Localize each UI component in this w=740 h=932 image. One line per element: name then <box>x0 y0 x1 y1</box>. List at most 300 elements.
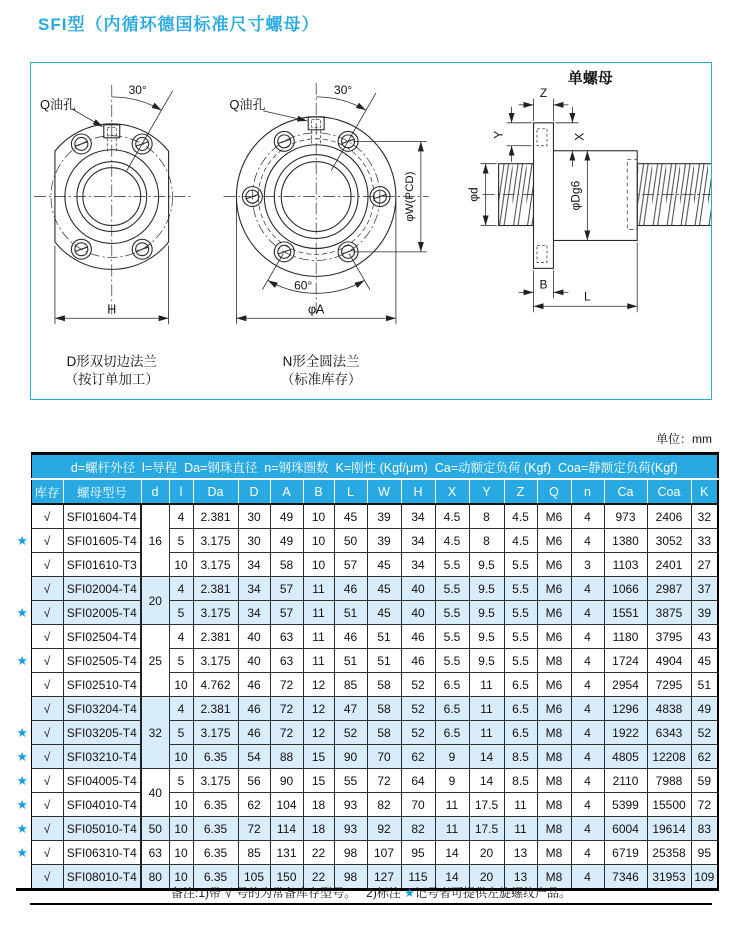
cell-d: 80 <box>141 865 169 890</box>
cell-L: 98 <box>334 841 367 865</box>
cell-W: 107 <box>367 841 401 865</box>
cell-Ca: 7346 <box>604 865 647 890</box>
oil-hole-leader-left <box>72 109 103 127</box>
cell-L: 85 <box>334 673 367 697</box>
cell-n: 4 <box>571 504 604 529</box>
cell-B: 15 <box>303 769 334 793</box>
cell-B: 10 <box>303 553 334 577</box>
star-marker: ★ <box>16 721 31 745</box>
cell-W: 51 <box>367 625 401 649</box>
cell-Ca: 1296 <box>604 697 647 721</box>
table-row <box>16 625 718 649</box>
cell-Ca: 973 <box>604 504 647 529</box>
table-row <box>16 504 718 529</box>
cell-Q: M6 <box>537 577 571 601</box>
cell-Ca: 4805 <box>604 745 647 769</box>
cell-A: 90 <box>270 769 303 793</box>
col-header-Coa: Coa <box>647 479 691 504</box>
page-title: SFI型（内循环德国标准尺寸螺母） <box>38 15 320 34</box>
cell-L: 45 <box>334 504 367 529</box>
dim-Z <box>519 99 569 121</box>
star-marker: ★ <box>16 601 31 625</box>
cell-model: SFI03205-T4 <box>63 721 141 745</box>
cell-n: 4 <box>571 601 604 625</box>
cell-Z: 11 <box>504 817 537 841</box>
cell-X: 9 <box>435 769 469 793</box>
cell-Ca: 1066 <box>604 577 647 601</box>
cell-n: 4 <box>571 841 604 865</box>
cell-stock: √ <box>31 577 63 601</box>
cell-L: 47 <box>334 697 367 721</box>
cell-Ca: 1724 <box>604 649 647 673</box>
table-row <box>16 577 718 601</box>
footnote <box>30 884 712 901</box>
cell-L: 52 <box>334 721 367 745</box>
cell-n: 4 <box>571 625 604 649</box>
screw-shaft-left <box>499 164 534 226</box>
col-header-A: A <box>270 479 303 504</box>
cell-W: 45 <box>367 553 401 577</box>
cell-stock: √ <box>31 745 63 769</box>
cell-D: 40 <box>238 625 270 649</box>
cell-model: SFI01610-T3 <box>63 553 141 577</box>
cell-Y: 17.5 <box>469 817 504 841</box>
cell-Da: 6.35 <box>193 865 238 890</box>
cell-Ca: 1103 <box>604 553 647 577</box>
cell-Y: 14 <box>469 745 504 769</box>
cell-A: 49 <box>270 529 303 553</box>
cell-B: 18 <box>303 793 334 817</box>
cell-K: 95 <box>691 841 718 865</box>
cell-X: 14 <box>435 865 469 890</box>
cell-model: SFI01604-T4 <box>63 504 141 529</box>
cell-D: 30 <box>238 529 270 553</box>
cell-K: 51 <box>691 673 718 697</box>
cell-Coa: 19614 <box>647 817 691 841</box>
cell-Coa: 3875 <box>647 601 691 625</box>
cell-Q: M6 <box>537 673 571 697</box>
cell-D: 34 <box>238 577 270 601</box>
table-row <box>16 793 718 817</box>
cell-Z: 5.5 <box>504 601 537 625</box>
cell-Y: 11 <box>469 721 504 745</box>
cell-stock: √ <box>31 529 63 553</box>
cell-W: 127 <box>367 865 401 890</box>
cell-Y: 9.5 <box>469 553 504 577</box>
cell-l: 10 <box>169 745 193 769</box>
dim-y-label: Y <box>491 130 506 139</box>
cell-Coa: 4904 <box>647 649 691 673</box>
cell-K: 45 <box>691 649 718 673</box>
col-header-model: 螺母型号 <box>63 479 141 504</box>
cell-Ca: 2110 <box>604 769 647 793</box>
cell-H: 52 <box>401 697 435 721</box>
cell-W: 58 <box>367 673 401 697</box>
cell-A: 63 <box>270 649 303 673</box>
dim-h-label: H <box>107 302 117 317</box>
cell-Ca: 6004 <box>604 817 647 841</box>
cell-B: 15 <box>303 745 334 769</box>
oil-hole-label-mid: Q油孔 <box>229 96 266 112</box>
dim-Y <box>507 107 532 162</box>
cell-Z: 8.5 <box>504 745 537 769</box>
table-row <box>16 553 718 577</box>
cell-L: 46 <box>334 625 367 649</box>
cell-K: 59 <box>691 769 718 793</box>
cell-model: SFI02505-T4 <box>63 649 141 673</box>
cell-X: 6.5 <box>435 673 469 697</box>
cell-X: 6.5 <box>435 721 469 745</box>
nut-flange <box>534 123 554 269</box>
cell-Da: 6.35 <box>193 817 238 841</box>
cell-Da: 3.175 <box>193 721 238 745</box>
cell-Da: 3.175 <box>193 529 238 553</box>
cell-D: 34 <box>238 553 270 577</box>
cell-l: 10 <box>169 817 193 841</box>
column-header-row <box>16 479 718 504</box>
footnote-suffix: 记号者可提供左旋螺纹产品。 <box>414 886 571 900</box>
cell-D: 72 <box>238 817 270 841</box>
cell-Coa: 2406 <box>647 504 691 529</box>
cell-stock: √ <box>31 841 63 865</box>
oil-hole-leader-mid <box>263 111 307 121</box>
cell-B: 10 <box>303 529 334 553</box>
cell-D: 62 <box>238 793 270 817</box>
cell-Coa: 7988 <box>647 769 691 793</box>
cell-D: 105 <box>238 865 270 890</box>
cell-W: 82 <box>367 793 401 817</box>
bottom-rule <box>30 903 712 905</box>
cell-X: 4.5 <box>435 504 469 529</box>
cell-W: 39 <box>367 504 401 529</box>
cell-W: 92 <box>367 817 401 841</box>
cell-Da: 6.35 <box>193 745 238 769</box>
cell-stock: √ <box>31 649 63 673</box>
col-header-H: H <box>401 479 435 504</box>
cell-d: 16 <box>141 504 169 577</box>
cell-W: 70 <box>367 745 401 769</box>
cell-n: 4 <box>571 865 604 890</box>
cell-X: 5.5 <box>435 625 469 649</box>
cell-B: 18 <box>303 817 334 841</box>
cell-l: 4 <box>169 577 193 601</box>
col-header-d: d <box>141 479 169 504</box>
cell-Y: 11 <box>469 697 504 721</box>
cell-X: 5.5 <box>435 601 469 625</box>
cell-d: 63 <box>141 841 169 865</box>
cell-A: 150 <box>270 865 303 890</box>
cell-Z: 4.5 <box>504 529 537 553</box>
cell-H: 34 <box>401 529 435 553</box>
cell-A: 63 <box>270 625 303 649</box>
oil-hole-label-left: Q油孔 <box>39 96 76 112</box>
cell-Y: 9.5 <box>469 601 504 625</box>
cell-model: SFI03210-T4 <box>63 745 141 769</box>
cell-K: 109 <box>691 865 718 890</box>
cell-d: 40 <box>141 769 169 817</box>
cell-Coa: 15500 <box>647 793 691 817</box>
cell-Coa: 3052 <box>647 529 691 553</box>
cell-X: 5.5 <box>435 553 469 577</box>
star-gutter <box>16 577 31 601</box>
cell-Q: M8 <box>537 745 571 769</box>
cell-H: 34 <box>401 504 435 529</box>
table-row <box>16 529 718 553</box>
cell-K: 49 <box>691 697 718 721</box>
star-marker: ★ <box>16 769 31 793</box>
cell-Da: 2.381 <box>193 504 238 529</box>
col-header-X: X <box>435 479 469 504</box>
star-marker: ★ <box>16 529 31 553</box>
flange-drawing-n <box>223 83 428 324</box>
cell-W: 45 <box>367 577 401 601</box>
cell-K: 62 <box>691 745 718 769</box>
cell-d: 20 <box>141 577 169 625</box>
cell-Coa: 31953 <box>647 865 691 890</box>
cell-H: 46 <box>401 625 435 649</box>
cell-n: 4 <box>571 697 604 721</box>
cell-B: 11 <box>303 625 334 649</box>
cell-Z: 4.5 <box>504 504 537 529</box>
cell-Z: 8.5 <box>504 769 537 793</box>
cell-l: 10 <box>169 793 193 817</box>
cell-Q: M6 <box>537 553 571 577</box>
cell-L: 90 <box>334 745 367 769</box>
table-legend: d=螺杆外径 l=导程 Da=钢珠直径 n=钢珠圈数 K=刚性 (Kgf/μm) Ca=动额定负荷 (Kgf) Coa=静额定负荷(Kgf) <box>31 454 718 480</box>
cell-Coa: 2987 <box>647 577 691 601</box>
cell-Da: 6.35 <box>193 841 238 865</box>
cell-Y: 14 <box>469 769 504 793</box>
star-gutter <box>16 479 31 504</box>
cell-l: 5 <box>169 601 193 625</box>
unit-label: 单位：mm <box>656 432 712 446</box>
cell-stock: √ <box>31 553 63 577</box>
cell-Q: M8 <box>537 793 571 817</box>
table-body <box>16 504 718 890</box>
flange-drawing-d <box>34 82 192 324</box>
caption-n-flange-1: N形全圆法兰 <box>282 354 360 370</box>
cell-Z: 6.5 <box>504 697 537 721</box>
star-gutter <box>16 454 31 480</box>
angle-30-label-left: 30° <box>128 82 147 97</box>
cell-H: 46 <box>401 649 435 673</box>
cell-L: 51 <box>334 649 367 673</box>
cell-Q: M8 <box>537 649 571 673</box>
col-header-D: D <box>238 479 270 504</box>
cell-Coa: 25358 <box>647 841 691 865</box>
cell-W: 51 <box>367 649 401 673</box>
table-row <box>16 817 718 841</box>
cell-K: 72 <box>691 793 718 817</box>
cell-Q: M6 <box>537 697 571 721</box>
cell-n: 4 <box>571 745 604 769</box>
table-row <box>16 649 718 673</box>
cell-L: 93 <box>334 817 367 841</box>
cell-model: SFI01605-T4 <box>63 529 141 553</box>
cell-H: 62 <box>401 745 435 769</box>
cell-l: 4 <box>169 697 193 721</box>
cell-L: 93 <box>334 793 367 817</box>
cell-model: SFI02510-T4 <box>63 673 141 697</box>
cell-model: SFI03204-T4 <box>63 697 141 721</box>
star-gutter <box>16 697 31 721</box>
cell-K: 37 <box>691 577 718 601</box>
cell-A: 131 <box>270 841 303 865</box>
cell-Da: 3.175 <box>193 649 238 673</box>
cell-K: 83 <box>691 817 718 841</box>
cell-Da: 2.381 <box>193 697 238 721</box>
dim-phid-label: φd <box>466 187 481 202</box>
cell-Z: 6.5 <box>504 673 537 697</box>
cell-Da: 6.35 <box>193 793 238 817</box>
spec-table-wrap <box>16 452 719 891</box>
cell-K: 33 <box>691 529 718 553</box>
cell-H: 115 <box>401 865 435 890</box>
cell-B: 22 <box>303 865 334 890</box>
cell-model: SFI06310-T4 <box>63 841 141 865</box>
cell-W: 39 <box>367 529 401 553</box>
star-marker: ★ <box>16 745 31 769</box>
cell-n: 4 <box>571 721 604 745</box>
col-header-K: K <box>691 479 718 504</box>
cell-Y: 20 <box>469 865 504 890</box>
cell-stock: √ <box>31 721 63 745</box>
cell-A: 57 <box>270 601 303 625</box>
cell-Y: 9.5 <box>469 577 504 601</box>
spec-table <box>16 452 719 891</box>
table-row <box>16 673 718 697</box>
cell-D: 54 <box>238 745 270 769</box>
cell-L: 50 <box>334 529 367 553</box>
cell-Coa: 6343 <box>647 721 691 745</box>
cell-X: 6.5 <box>435 697 469 721</box>
cell-stock: √ <box>31 625 63 649</box>
cell-B: 12 <box>303 673 334 697</box>
cell-Ca: 1380 <box>604 529 647 553</box>
cell-n: 4 <box>571 577 604 601</box>
cell-Q: M6 <box>537 504 571 529</box>
cell-Z: 5.5 <box>504 649 537 673</box>
cell-Da: 3.175 <box>193 553 238 577</box>
cell-Z: 5.5 <box>504 577 537 601</box>
cell-X: 4.5 <box>435 529 469 553</box>
cell-A: 49 <box>270 504 303 529</box>
cell-D: 34 <box>238 601 270 625</box>
screw-shaft-right <box>637 164 711 226</box>
cell-l: 4 <box>169 504 193 529</box>
cell-H: 34 <box>401 553 435 577</box>
cell-model: SFI05010-T4 <box>63 817 141 841</box>
cell-D: 46 <box>238 673 270 697</box>
cell-Ca: 1180 <box>604 625 647 649</box>
table-row <box>16 601 718 625</box>
star-gutter <box>16 553 31 577</box>
caption-d-flange-1: D形双切边法兰 <box>66 354 157 370</box>
col-header-l: l <box>169 479 193 504</box>
cell-model: SFI02504-T4 <box>63 625 141 649</box>
cell-X: 5.5 <box>435 649 469 673</box>
col-header-W: W <box>367 479 401 504</box>
cell-l: 10 <box>169 841 193 865</box>
cell-L: 46 <box>334 577 367 601</box>
table-row <box>16 721 718 745</box>
cell-Da: 3.175 <box>193 769 238 793</box>
section-title: 单螺母 <box>567 69 613 87</box>
cell-Ca: 1922 <box>604 721 647 745</box>
cell-A: 57 <box>270 577 303 601</box>
star-gutter <box>16 865 31 890</box>
cell-H: 64 <box>401 769 435 793</box>
cell-K: 52 <box>691 721 718 745</box>
cell-n: 4 <box>571 529 604 553</box>
dim-phidg6-label: φDg6 <box>568 180 583 211</box>
cell-D: 46 <box>238 697 270 721</box>
col-header-stock: 库存 <box>31 479 63 504</box>
technical-drawing-panel <box>30 62 712 400</box>
caption-n-flange-2: （标准库存） <box>280 372 362 388</box>
col-header-B: B <box>303 479 334 504</box>
col-header-n: n <box>571 479 604 504</box>
caption-d-flange-2: （按订单加工） <box>64 372 159 388</box>
cell-B: 22 <box>303 841 334 865</box>
cell-Q: M6 <box>537 625 571 649</box>
cell-A: 104 <box>270 793 303 817</box>
col-header-Q: Q <box>537 479 571 504</box>
cell-X: 9 <box>435 745 469 769</box>
cell-Ca: 1551 <box>604 601 647 625</box>
cell-K: 43 <box>691 625 718 649</box>
angle-60-label: 60° <box>294 278 313 293</box>
cell-D: 85 <box>238 841 270 865</box>
star-gutter <box>16 673 31 697</box>
star-gutter <box>16 504 31 529</box>
cell-X: 14 <box>435 841 469 865</box>
cell-K: 39 <box>691 601 718 625</box>
table-row <box>16 841 718 865</box>
cell-K: 32 <box>691 504 718 529</box>
cell-l: 10 <box>169 865 193 890</box>
col-header-Ca: Ca <box>604 479 647 504</box>
cell-n: 3 <box>571 553 604 577</box>
legend-row <box>16 454 718 480</box>
cell-Z: 13 <box>504 841 537 865</box>
dim-z-label: Z <box>539 85 548 100</box>
cell-A: 72 <box>270 697 303 721</box>
cell-A: 88 <box>270 745 303 769</box>
cell-l: 5 <box>169 769 193 793</box>
cell-Z: 13 <box>504 865 537 890</box>
cell-Z: 5.5 <box>504 625 537 649</box>
cell-H: 52 <box>401 721 435 745</box>
cell-Da: 3.175 <box>193 601 238 625</box>
star-marker: ★ <box>16 817 31 841</box>
cell-Y: 9.5 <box>469 625 504 649</box>
cell-l: 10 <box>169 553 193 577</box>
star-marker: ★ <box>16 649 31 673</box>
cell-B: 11 <box>303 577 334 601</box>
cell-Y: 8 <box>469 504 504 529</box>
star-marker: ★ <box>16 793 31 817</box>
cell-model: SFI02004-T4 <box>63 577 141 601</box>
cell-D: 56 <box>238 769 270 793</box>
cell-Q: M8 <box>537 769 571 793</box>
cell-stock: √ <box>31 793 63 817</box>
cell-l: 5 <box>169 721 193 745</box>
cell-Q: M6 <box>537 529 571 553</box>
cell-stock: √ <box>31 817 63 841</box>
cell-n: 4 <box>571 769 604 793</box>
cell-n: 4 <box>571 673 604 697</box>
